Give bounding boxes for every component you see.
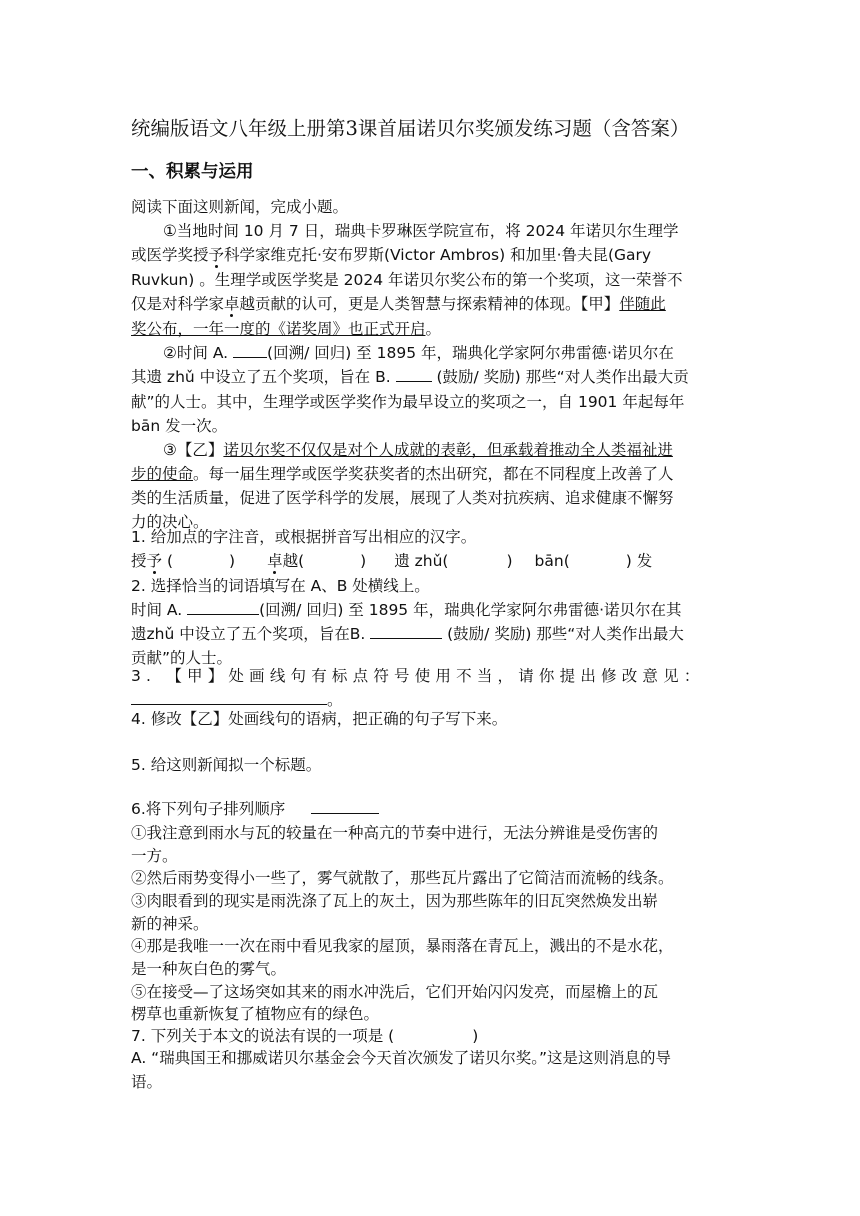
- question-2-stem: 2. 选择恰当的词语填写在 A、B 处横线上。: [131, 577, 430, 595]
- sentence-4-cont: 是一种灰白色的雾气。: [131, 960, 287, 978]
- question-1-answers: 授予 ( ) 卓越( ) 遗 zhǔ( ) bān( ) 发: [131, 552, 653, 570]
- question-1-stem: 1. 给加点的字注音，或根据拼音写出相应的汉字。: [131, 528, 477, 546]
- option-a: A. “瑞典国王和挪威诺贝尔基金会今天首次颁发了诺贝尔奖。”这是这则消息的导: [131, 1049, 671, 1067]
- sentence-4: ④那是我唯一一次在雨中看见我家的屋顶，暴雨落在青瓦上，溅出的不是水花，: [131, 937, 674, 955]
- news-p3-line3: 类的生活质量，促进了医学科学的发展，展现了人类对抗疾病、追求健康不懈努: [131, 489, 674, 507]
- question-6-stem: 6.将下列句子排列顺序: [131, 799, 731, 819]
- dotted-char: 予: [146, 552, 163, 570]
- news-p1-line5: 奖公布，一年一度的《诺奖周》也正式开启。: [131, 320, 442, 338]
- news-p3-line4: 力的决心。: [131, 513, 209, 531]
- news-p3-line2: 步的使命。每一届生理学或医学奖获奖者的杰出研究，都在不同程度上改善了人: [131, 465, 674, 483]
- answer-blank[interactable]: [131, 690, 327, 705]
- news-p1-line3: Ruvkun) 。生理学或医学奖是 2024 年诺贝尔奖公布的第一个奖项，这一荣誉不: [131, 271, 683, 289]
- question-2-line3: 贡献”的人士。: [131, 649, 233, 667]
- sentence-1-cont: 一方。: [131, 847, 178, 865]
- sentence-5: ⑤在接受—了这场突如其来的雨水冲洗后，它们开始闪闪发亮，而屋檐上的瓦: [131, 983, 659, 1001]
- news-p2-line3: 献”的人士。其中，生理学或医学奖作为最早设立的奖项之一，自 1901 年起每年: [131, 393, 685, 411]
- dotted-char: 卓: [224, 295, 240, 313]
- page-title: 统编版语文八年级上册第3课首届诺贝尔奖颁发练习题（含答案）: [131, 117, 690, 140]
- blank-a[interactable]: [233, 343, 267, 358]
- sentence-3-cont: 新的神采。: [131, 915, 209, 933]
- news-p2-line4: bān 发一次。: [131, 417, 228, 435]
- question-4-stem: 4. 修改【乙】处画线句的语病，把正确的句子写下来。: [131, 710, 508, 728]
- blank-b[interactable]: [370, 624, 442, 639]
- sentence-3: ③肉眼看到的现实是雨洗涤了瓦上的灰土，因为那些陈年的旧瓦突然焕发出崭: [131, 892, 659, 910]
- dotted-char: 卓: [267, 552, 283, 570]
- answer-blank[interactable]: [311, 799, 379, 814]
- question-3-answer-line: 。: [131, 690, 731, 710]
- sentence-1: ①我注意到雨水与瓦的较量在一种高亢的节奏中进行，无法分辨谁是受伤害的: [131, 824, 659, 842]
- underlined-sentence-yi: 诺贝尔奖不仅仅是对个人成就的表彰，但承载着推动全人类福祉进: [223, 441, 673, 459]
- question-5-stem: 5. 给这则新闻拟一个标题。: [131, 756, 322, 774]
- news-p1-line4: 仅是对科学家卓越贡献的认可，更是人类智慧与探索精神的体现。【甲】伴随此: [131, 295, 666, 313]
- blank-a[interactable]: [187, 600, 259, 615]
- underlined-sentence-jia: 伴随此: [619, 295, 666, 313]
- option-a-cont: 语。: [131, 1073, 163, 1091]
- section-heading: 一、积累与运用: [131, 162, 254, 182]
- news-p1-line1: ①当地时间 10 月 7 日，瑞典卡罗琳医学院宣布，将 2024 年诺贝尔生理学: [163, 222, 679, 240]
- underlined-sentence-yi: 步的使命: [131, 465, 194, 483]
- question-2-line1: 时间 A. (回溯/ 回归) 至 1895 年，瑞典化学家阿尔弗雷德·诺贝尔在其: [131, 601, 682, 619]
- dotted-char: 予: [208, 246, 225, 264]
- question-3-stem: 3. 【甲】处画线句有标点符号使用不当，请你提出修改意见：: [131, 667, 705, 685]
- news-p2-line2: 其遗 zhǔ 中设立了五个奖项，旨在 B. (鼓励/ 奖励) 那些“对人类作出最大贡: [131, 368, 689, 386]
- reading-intro: 阅读下面这则新闻，完成小题。: [131, 198, 349, 216]
- sentence-5-cont: 楞草也重新恢复了植物应有的绿色。: [131, 1005, 380, 1023]
- question-7-stem: 7. 下列关于本文的说法有误的一项是 ( ): [131, 1027, 479, 1045]
- underlined-sentence-jia: 奖公布，一年一度的《诺奖周》也正式开启: [131, 320, 426, 338]
- news-p1-line2: 或医学奖授予科学家维克托·安布罗斯(Victor Ambros) 和加里·鲁夫昆(Gary: [131, 246, 652, 264]
- news-p2-line1: ②时间 A. (回溯/ 回归) 至 1895 年，瑞典化学家阿尔弗雷德·诺贝尔在: [163, 344, 674, 362]
- blank-b[interactable]: [396, 367, 432, 382]
- news-p3-line1: ③【乙】诺贝尔奖不仅仅是对个人成就的表彰，但承载着推动全人类福祉进: [163, 441, 673, 459]
- sentence-2: ②然后雨势变得小一些了，雾气就散了，那些瓦片露出了它简洁而流畅的线条。: [131, 869, 674, 887]
- question-2-line2: 遗zhǔ 中设立了五个奖项，旨在B. (鼓励/ 奖励) 那些“对人类作出最大: [131, 625, 684, 643]
